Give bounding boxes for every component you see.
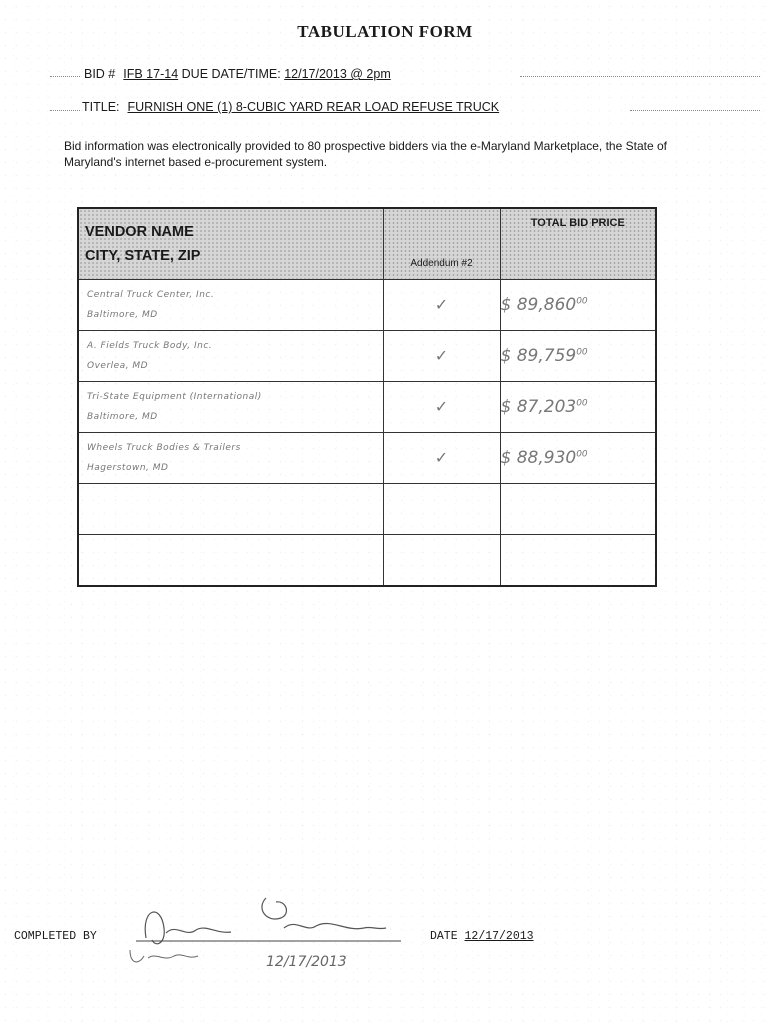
vendor-cell [78,331,383,382]
vendor-name: Central Truck Center, Inc. [87,290,215,300]
price-value: $ 89,860 [500,295,577,315]
price-cents: 00 [576,449,588,460]
dotted-leader [630,110,760,112]
vendor-city: Baltimore, MD [87,412,158,422]
bid-price [500,433,656,484]
table-header-row [78,208,656,280]
price-cents: 00 [576,347,588,358]
table-row [78,535,656,587]
price-cents: 00 [576,296,588,307]
addendum-check [383,484,500,535]
table-row [78,280,656,331]
due-label: DUE DATE/TIME: [181,67,281,81]
addendum-check: ✓ [383,433,500,484]
date-value: 12/17/2013 [464,930,534,943]
dotted-leader [50,76,80,78]
bid-price [500,280,656,331]
price-value: $ 89,759 [500,346,577,366]
completed-by [14,930,97,943]
vendor-name: Tri-State Equipment (International) [87,392,262,402]
title-line [82,100,499,114]
dotted-leader [520,76,760,78]
table-row [78,382,656,433]
signature [116,888,406,978]
header-vendor [78,208,383,280]
vendor-city: Hagerstown, MD [87,463,169,473]
bid-label: BID # [84,67,116,81]
vendor-name: A. Fields Truck Body, Inc. [87,341,213,351]
vendor-cell [78,382,383,433]
due-value: 12/17/2013 @ 2pm [284,67,391,81]
addendum-check: ✓ [383,331,500,382]
date-label: DATE [430,930,458,943]
dotted-leader [50,110,80,112]
price-cents: 00 [576,398,588,409]
bid-price [500,484,656,535]
date-field [430,930,534,943]
vendor-cell [78,433,383,484]
header-city-state-zip: CITY, STATE, ZIP [85,248,201,264]
completed-by-label: COMPLETED BY [14,930,97,943]
bid-price [500,535,656,587]
bid-price [500,331,656,382]
bid-line [84,67,391,81]
tabulation-table [77,207,657,587]
table-row [78,331,656,382]
bid-price [500,382,656,433]
header-addendum: Addendum #2 [383,208,500,280]
info-paragraph: Bid information was electronically provided to 80 prospective bidders via the e-Maryland Marketplace, the State of Maryland's internet based e-procurement system. [64,139,667,169]
addendum-check: ✓ [383,382,500,433]
table-row [78,433,656,484]
addendum-check [383,535,500,587]
vendor-cell [78,484,383,535]
vendor-city: Baltimore, MD [87,310,158,320]
bid-number: IFB 17-14 [123,67,179,81]
vendor-name: Wheels Truck Bodies & Trailers [87,443,241,453]
header-total-bid-price: TOTAL BID PRICE [500,208,656,280]
title-value: FURNISH ONE (1) 8-CUBIC YARD REAR LOAD REFUSE TRUCK [127,100,500,114]
signature-date: 12/17/2013 [266,954,347,970]
form-title: TABULATION FORM [297,22,473,41]
price-value: $ 87,203 [500,397,577,417]
title-label: TITLE: [82,100,120,114]
vendor-city: Overlea, MD [87,361,149,371]
addendum-check: ✓ [383,280,500,331]
vendor-cell [78,280,383,331]
price-value: $ 88,930 [500,448,577,468]
header-vendor-name: VENDOR NAME [85,224,194,240]
table-row [78,484,656,535]
vendor-cell [78,535,383,587]
